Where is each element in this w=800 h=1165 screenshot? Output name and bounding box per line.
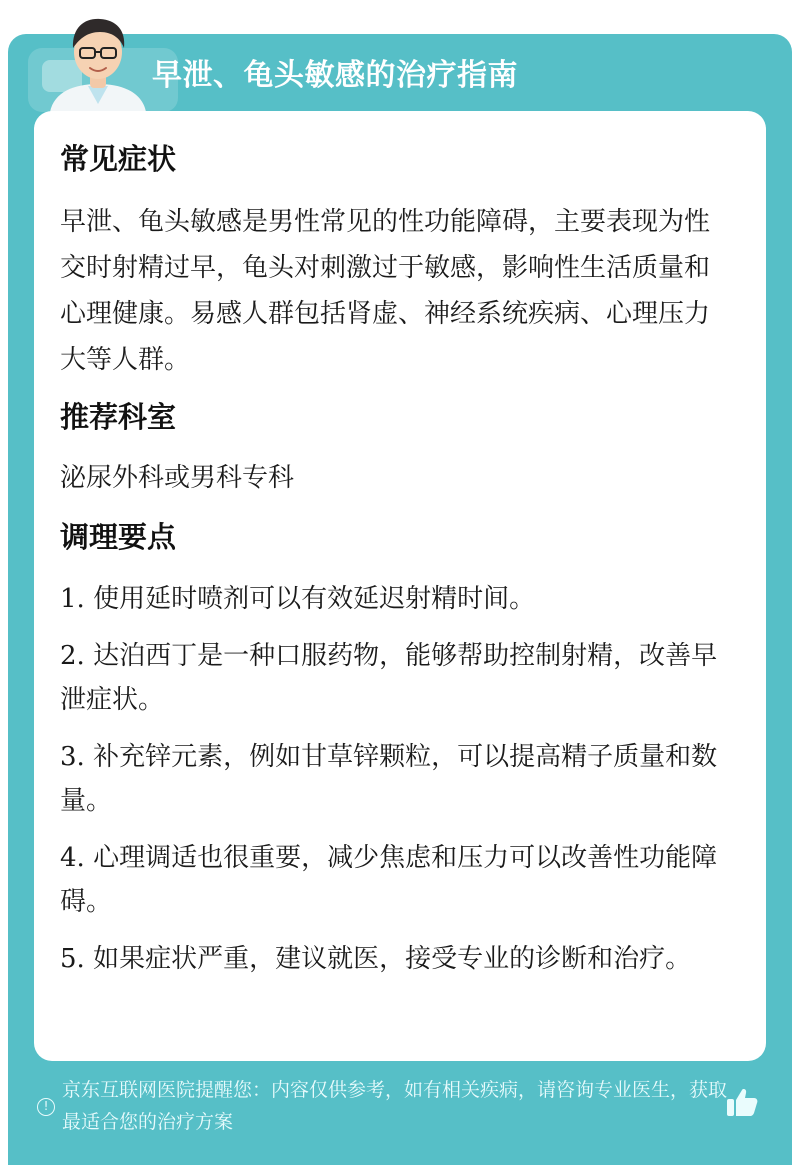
content-card bbox=[34, 111, 766, 1061]
care-item-5: 5. 如果症状严重，建议就医，接受专业的诊断和治疗。 bbox=[60, 944, 692, 974]
symptoms-text: 早泄、龟头敏感是男性常见的性功能障碍，主要表现为性交时射精过早，龟头对刺激过于敏感，影响性生活质量和心理健康。易感人群包括肾虚、神经系统疾病、心理压力大等人群。 bbox=[60, 207, 711, 375]
care-item-1: 1. 使用延时喷剂可以有效延迟射精时间。 bbox=[60, 584, 536, 614]
info-icon: ! bbox=[37, 1098, 55, 1116]
page-title: 早泄、龟头敏感的治疗指南 bbox=[152, 58, 518, 93]
care-heading: 调理要点 bbox=[60, 520, 177, 554]
care-item-4: 4. 心理调适也很重要，减少焦虑和压力可以改善性功能障碍。 bbox=[60, 843, 718, 917]
doctor-avatar-icon bbox=[44, 8, 152, 112]
care-item-2: 2. 达泊西丁是一种口服药物，能够帮助控制射精，改善早泄症状。 bbox=[60, 641, 718, 715]
department-text: 泌尿外科或男科专科 bbox=[60, 463, 295, 493]
symptoms-heading: 常见症状 bbox=[60, 142, 177, 176]
thumbs-up-icon[interactable] bbox=[724, 1084, 760, 1120]
care-item-3: 3. 补充锌元素，例如甘草锌颗粒，可以提高精子质量和数量。 bbox=[60, 742, 718, 816]
department-heading: 推荐科室 bbox=[60, 400, 177, 434]
footer-notice: 京东互联网医院提醒您：内容仅供参考，如有相关疾病，请咨询专业医生，获取最适合您的治疗方案 bbox=[62, 1079, 728, 1133]
